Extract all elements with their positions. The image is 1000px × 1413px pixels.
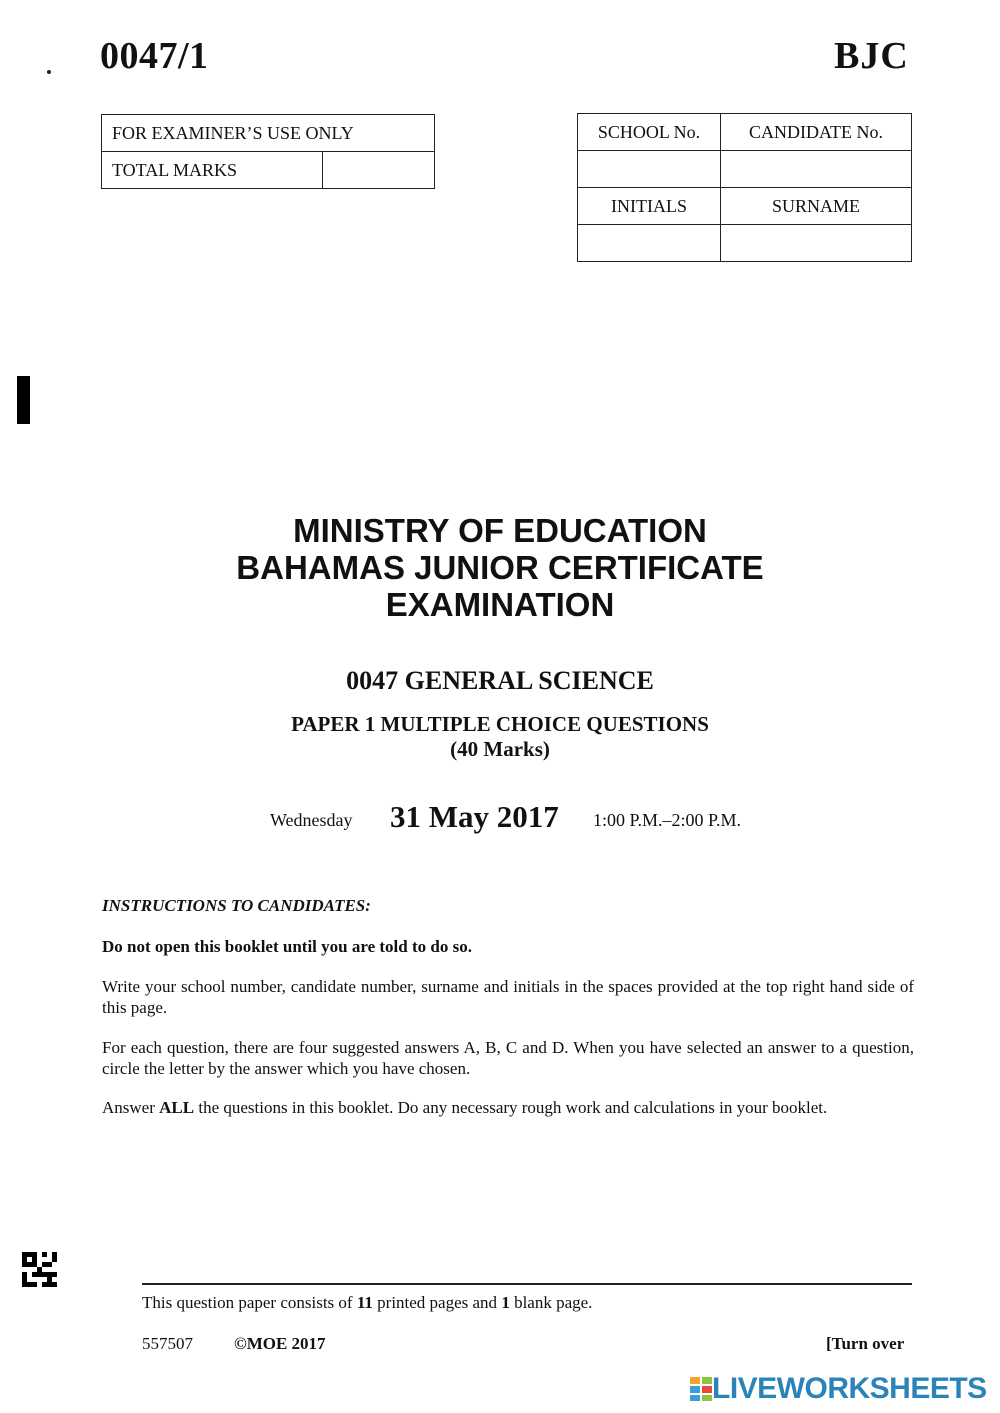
instruction-emphasis: ALL [159,1098,195,1117]
exam-title [0,512,1000,623]
instruction-item: Write your school number, candidate number, surname and initials in the spaces provided at the top right hand side of this page. [102,977,914,1017]
page-note-text: This question paper consists of [142,1293,357,1312]
title-line-1: MINISTRY OF EDUCATION [293,512,707,549]
examiner-box-title: FOR EXAMINER’S USE ONLY [102,115,435,152]
instruction-text: Answer [102,1098,160,1117]
title-line-2: BAHAMAS JUNIOR CERTIFICATE [236,549,764,586]
exam-date: 31 May 2017 [390,799,559,834]
liveworksheets-watermark [690,1372,987,1406]
paper-line-1: PAPER 1 MULTIPLE CHOICE QUESTIONS [291,712,709,736]
scan-speck [47,70,51,74]
exam-code: BJC [834,35,909,77]
initials-field[interactable] [578,225,721,262]
blank-page-count: 1 [501,1293,510,1312]
school-number-label: SCHOOL No. [578,114,721,151]
exam-weekday: Wednesday [270,810,353,830]
page-note-text: printed pages and [372,1293,502,1312]
page-note-text: blank page. [509,1293,593,1312]
instruction-item: For each question, there are four suggested answers A, B, C and D. When you have selected an answer to a question, circle the letter by the answer which you have chosen. [102,1038,914,1078]
printed-page-count: 11 [356,1293,373,1312]
qr-code-icon [22,1252,57,1287]
candidate-number-field[interactable] [721,151,912,188]
paper-marks: (40 Marks) [450,737,550,761]
footer-divider [142,1283,912,1285]
candidate-number-label: CANDIDATE No. [721,114,912,151]
paper-title [0,712,1000,762]
exam-time: 1:00 P.M.–2:00 P.M. [593,810,742,830]
instruction-item: Do not open this booklet until you are told to do so. [102,937,472,956]
candidate-box [577,113,912,262]
instruction-text: the questions in this booklet. Do any necessary rough work and calculations in your booklet. [194,1098,828,1117]
instructions-heading: INSTRUCTIONS TO CANDIDATES: [102,896,371,915]
reference-number: 557507 [142,1334,193,1353]
copyright: ©MOE 2017 [234,1334,326,1353]
surname-label: SURNAME [721,188,912,225]
examiner-box [101,114,435,189]
page-count-note [142,1293,592,1313]
liveworksheets-logo-icon [690,1377,712,1401]
title-line-3: EXAMINATION [385,586,615,623]
surname-field[interactable] [721,225,912,262]
instruction-item [102,1097,914,1118]
subject-title: 0047 GENERAL SCIENCE [346,666,654,695]
school-number-field[interactable] [578,151,721,188]
margin-bar [17,376,30,424]
total-marks-label: TOTAL MARKS [102,152,323,189]
liveworksheets-brand: LIVEWORKSHEETS [712,1372,987,1405]
turn-over-note: [Turn over [826,1334,905,1353]
initials-label: INITIALS [578,188,721,225]
paper-code: 0047/1 [100,35,209,77]
total-marks-field [323,152,435,189]
